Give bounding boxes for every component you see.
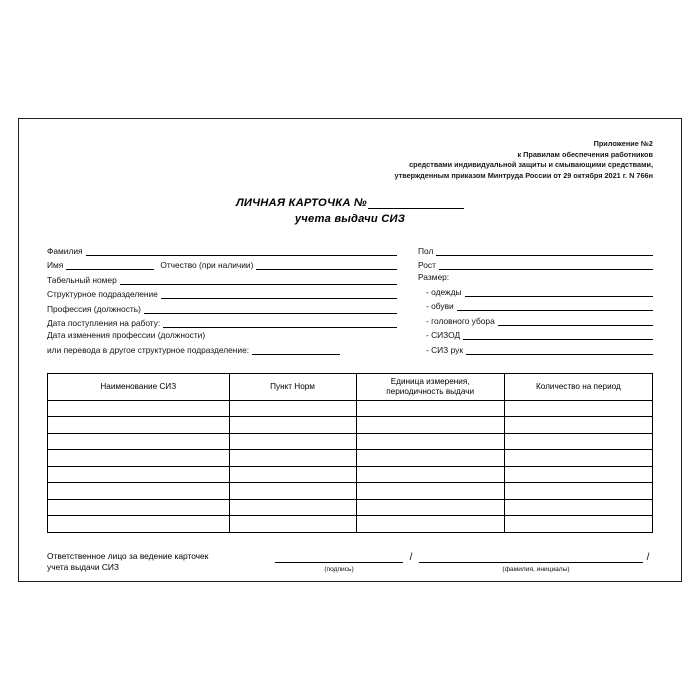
table-cell-unit[interactable] — [356, 433, 504, 450]
table-header-unit — [356, 373, 504, 400]
field-size-clothes — [418, 282, 653, 297]
field-hire-date-input[interactable] — [163, 318, 397, 328]
table-header-unit-line2: периодичность выдачи — [386, 386, 475, 396]
table-cell-name[interactable] — [48, 400, 230, 417]
field-hire-date-label: Дата поступления на работу: — [47, 318, 161, 329]
field-size-gloves-label: - СИЗ рук — [426, 344, 463, 355]
table-cell-name[interactable] — [48, 483, 230, 500]
form-column-left — [47, 241, 397, 355]
page-title — [47, 197, 653, 209]
responsible-person-text — [47, 551, 267, 573]
field-surname — [47, 241, 397, 256]
name-slash: / — [646, 551, 650, 563]
table-cell-quantity[interactable] — [504, 499, 652, 516]
field-patronymic-input[interactable] — [256, 260, 397, 270]
field-surname-label: Фамилия — [47, 245, 83, 256]
signature-captions — [275, 564, 653, 575]
field-size-shoes-input[interactable] — [457, 301, 653, 311]
field-transfer — [47, 340, 397, 355]
field-size-headwear-label: - головного убора — [426, 315, 495, 326]
field-size-respirator — [418, 326, 653, 341]
responsible-person-line1: Ответственное лицо за ведение карточек — [47, 550, 209, 561]
appendix-line-1: Приложение №2 — [593, 139, 653, 148]
table-cell-name[interactable] — [48, 499, 230, 516]
signature-rules-row — [275, 551, 653, 563]
field-firstname — [47, 256, 397, 271]
responsible-person-line2: учета выдачи СИЗ — [47, 561, 119, 572]
appendix-line-4: утвержденным приказом Минтруда России от 29 октября 2021 г. N 766н — [394, 170, 653, 180]
table-cell-unit[interactable] — [356, 499, 504, 516]
signature-caption: (подпись) — [324, 565, 354, 573]
form-column-right — [418, 241, 653, 355]
appendix-block — [47, 139, 653, 181]
document-page — [18, 118, 682, 582]
table-row[interactable] — [48, 516, 653, 533]
field-personnel-number-label: Табельный номер — [47, 274, 117, 285]
field-personnel-number — [47, 270, 397, 285]
table-row[interactable] — [48, 417, 653, 434]
card-number-field[interactable] — [368, 198, 464, 209]
table-cell-quantity[interactable] — [504, 516, 652, 533]
appendix-line-2: к Правилам обеспечения работников — [517, 149, 653, 159]
field-size-headwear — [418, 311, 653, 326]
table-row[interactable] — [48, 466, 653, 483]
siz-table — [47, 373, 653, 533]
field-profession — [47, 299, 397, 314]
field-profession-change-label-row — [47, 328, 397, 340]
field-size-respirator-label: - СИЗОД — [426, 330, 461, 341]
field-transfer-label: или перевода в другое структурное подразделение: — [47, 344, 250, 355]
field-height — [418, 256, 653, 271]
table-row[interactable] — [48, 483, 653, 500]
table-header-row — [48, 373, 653, 400]
table-cell-name[interactable] — [48, 466, 230, 483]
table-cell-name[interactable] — [48, 433, 230, 450]
table-cell-name[interactable] — [48, 450, 230, 467]
table-header-unit-line1: Единица измерения, — [390, 376, 470, 386]
table-cell-norm[interactable] — [229, 516, 356, 533]
field-profession-label: Профессия (должность) — [47, 303, 141, 314]
table-cell-quantity[interactable] — [504, 400, 652, 417]
table-cell-quantity[interactable] — [504, 433, 652, 450]
table-header-quantity: Количество на период — [504, 373, 652, 400]
field-size-headwear-input[interactable] — [498, 316, 653, 326]
table-cell-quantity[interactable] — [504, 417, 652, 434]
field-size-respirator-input[interactable] — [463, 330, 653, 340]
table-row[interactable] — [48, 433, 653, 450]
table-cell-name[interactable] — [48, 417, 230, 434]
table-row[interactable] — [48, 499, 653, 516]
table-cell-unit[interactable] — [356, 417, 504, 434]
table-cell-norm[interactable] — [229, 433, 356, 450]
form-fields — [47, 241, 653, 355]
field-size-shoes-label: - обуви — [426, 301, 454, 312]
signature-input[interactable] — [275, 552, 403, 563]
table-cell-unit[interactable] — [356, 400, 504, 417]
field-personnel-number-input[interactable] — [120, 275, 397, 285]
field-size-gloves-input[interactable] — [466, 345, 653, 355]
field-transfer-input[interactable] — [252, 345, 340, 355]
field-height-label: Рост — [418, 260, 436, 271]
field-firstname-input[interactable] — [66, 260, 154, 270]
signature-area — [275, 551, 653, 575]
table-row[interactable] — [48, 400, 653, 417]
table-body — [48, 400, 653, 532]
document-body — [19, 119, 681, 581]
field-firstname-label: Имя — [47, 260, 64, 271]
table-cell-norm[interactable] — [229, 400, 356, 417]
table-cell-unit[interactable] — [356, 450, 504, 467]
appendix-line-3: средствами индивидуальной защиты и смывающими средствами, — [409, 160, 653, 170]
name-initials-caption: (фамилия, инициалы) — [502, 565, 570, 573]
table-cell-quantity[interactable] — [504, 450, 652, 467]
table-cell-unit[interactable] — [356, 483, 504, 500]
field-size-clothes-input[interactable] — [465, 287, 653, 297]
field-sex — [418, 241, 653, 256]
signature-slash: / — [409, 551, 413, 563]
field-size-label: Размер: — [418, 272, 450, 283]
page-title-text: ЛИЧНАЯ КАРТОЧКА № — [236, 197, 367, 210]
field-department-input[interactable] — [161, 289, 397, 299]
table-cell-quantity[interactable] — [504, 466, 652, 483]
field-size-heading — [418, 270, 653, 282]
field-profession-change-label: Дата изменения профессии (должности) — [47, 330, 206, 341]
table-cell-norm[interactable] — [229, 450, 356, 467]
table-header-norm: Пункт Норм — [229, 373, 356, 400]
field-size-clothes-label: - одежды — [426, 286, 462, 297]
table-cell-quantity[interactable] — [504, 483, 652, 500]
table-cell-unit[interactable] — [356, 466, 504, 483]
field-patronymic-label: Отчество (при наличии) — [160, 260, 254, 271]
field-sex-label: Пол — [418, 245, 434, 256]
table-cell-norm[interactable] — [229, 466, 356, 483]
table-cell-norm[interactable] — [229, 483, 356, 500]
field-hire-date — [47, 314, 397, 329]
table-header-name: Наименование СИЗ — [48, 373, 230, 400]
field-surname-input[interactable] — [86, 246, 397, 256]
table-cell-unit[interactable] — [356, 516, 504, 533]
field-size-shoes — [418, 297, 653, 312]
table-cell-norm[interactable] — [229, 417, 356, 434]
name-initials-input[interactable] — [419, 552, 643, 563]
field-height-input[interactable] — [439, 260, 653, 270]
table-cell-name[interactable] — [48, 516, 230, 533]
field-department-label: Структурное подразделение — [47, 289, 158, 300]
field-profession-input[interactable] — [144, 304, 397, 314]
field-sex-input[interactable] — [436, 246, 653, 256]
table-row[interactable] — [48, 450, 653, 467]
page-subtitle: учета выдачи СИЗ — [294, 213, 406, 226]
document-title-block — [47, 197, 653, 225]
field-size-gloves — [418, 340, 653, 355]
table-cell-norm[interactable] — [229, 499, 356, 516]
field-department — [47, 285, 397, 300]
